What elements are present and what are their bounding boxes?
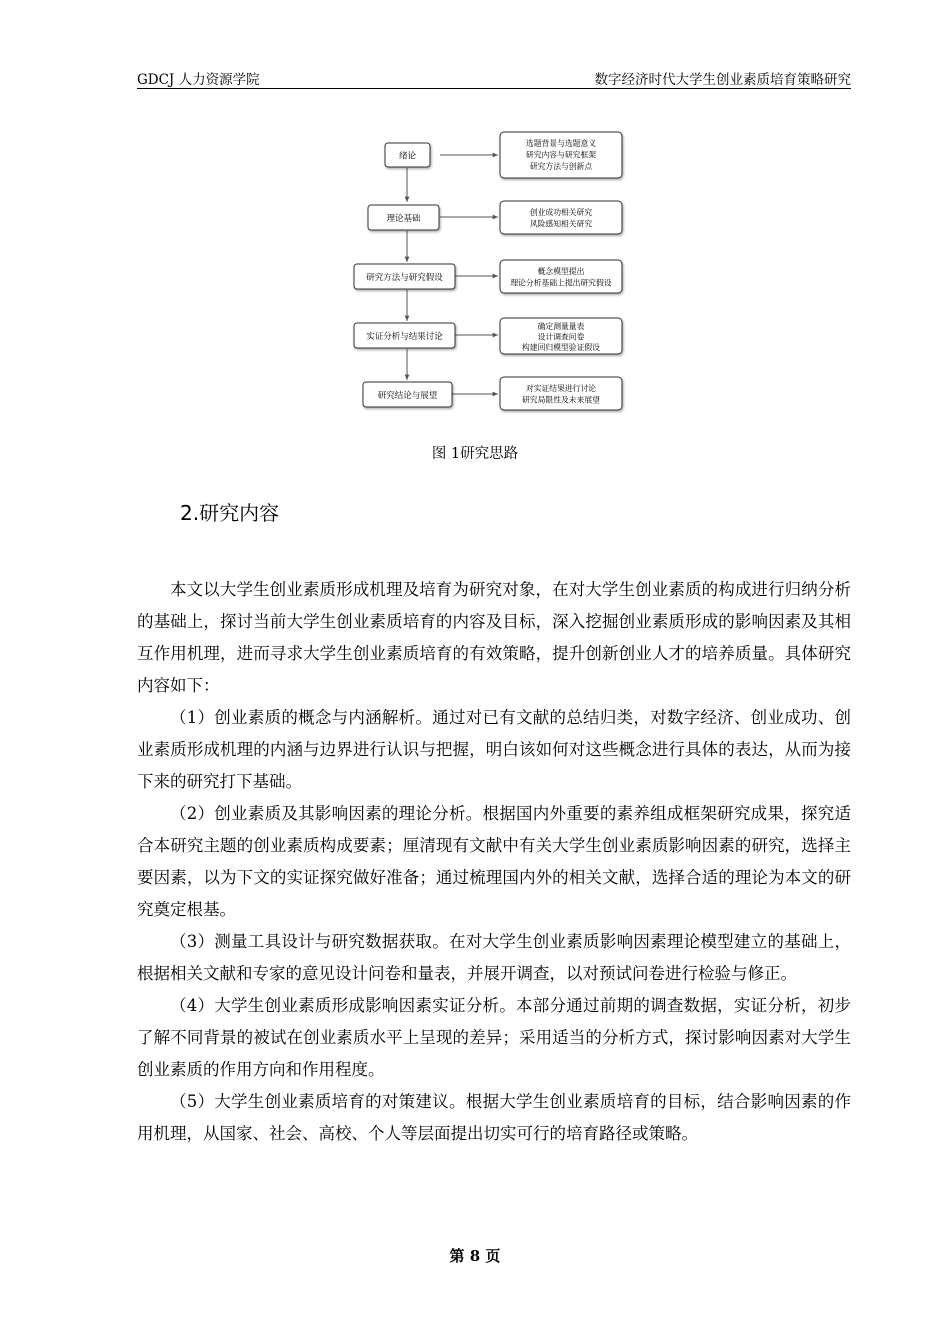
page-header — [137, 66, 851, 89]
research-flowchart — [340, 128, 640, 418]
paragraph: （4）大学生创业素质形成影响因素实证分析。本部分通过前期的调查数据，实证分析，初步了解不同背景的被试在创业素质水平上呈现的差异；采用适当的分析方式，探讨影响因素对大学生创业素质的作用方向和作用程度。 — [137, 996, 851, 1079]
flow-step-label: 理论基础 — [386, 214, 421, 224]
header-left: GDCJ 人力资源学院 — [137, 72, 260, 88]
flow-step-analysis — [354, 323, 455, 348]
flow-detail-line: 研究内容与研究框架 — [525, 150, 597, 160]
flow-step-label: 研究方法与研究假设 — [366, 273, 443, 283]
section-title: 2.研究内容 — [180, 501, 280, 525]
paragraph: （3）测量工具设计与研究数据获取。在对大学生创业素质影响因素理论模型建立的基础上，根据相关文献和专家的意见设计问卷和量表，并展开调查，以对预试问卷进行检验与修正。 — [137, 932, 851, 983]
paragraph: 本文以大学生创业素质形成机理及培育为研究对象，在对大学生创业素质的构成进行归纳分析的基础上，探讨当前大学生创业素质培育的内容及目标，深入挖掘创业素质形成的影响因素及其相互作用机理，进而寻求大学生创业素质培育的有效策略，提升创新创业人才的培养质量。具体研究内容如下： — [137, 580, 851, 695]
flow-step-label: 绪论 — [398, 151, 417, 162]
flow-detail-intro — [500, 132, 622, 178]
flow-step-method — [354, 264, 455, 289]
body-text — [137, 574, 851, 1150]
flow-detail-line: 创业成功相关研究 — [529, 208, 593, 217]
header-right: 数字经济时代大学生创业素质培育策略研究 — [594, 72, 851, 88]
flow-detail-line: 研究局限性及未来展望 — [522, 395, 600, 405]
paragraph: （1）创业素质的概念与内涵解析。通过对已有文献的总结归类，对数字经济、创业成功、创业素质形成机理的内涵与边界进行认识与把握，明白该如何对这些概念进行具体的表达，从而为接下来的研究打下基础。 — [137, 708, 851, 791]
figure-caption: 图 1研究思路 — [431, 446, 519, 462]
flow-step-theory — [368, 205, 439, 230]
flow-detail-line: 理论分析基础上提出研究假设 — [510, 278, 612, 288]
flow-detail-line: 设计调查问卷 — [537, 332, 585, 342]
page-number: 第 8 页 — [449, 1247, 501, 1265]
flow-detail-line: 构建回归模型验证假设 — [522, 343, 600, 352]
flow-detail-line: 风险感知相关研究 — [529, 219, 593, 229]
flow-detail-analysis — [500, 318, 622, 354]
flow-detail-line: 对实证结果进行讨论 — [525, 384, 597, 393]
flow-detail-method — [500, 260, 622, 293]
flow-detail-line: 概念模型提出 — [537, 267, 585, 276]
flow-detail-conclusion — [500, 377, 622, 410]
flow-step-intro — [385, 143, 430, 167]
flow-detail-theory — [500, 201, 622, 234]
paragraph: （2）创业素质及其影响因素的理论分析。根据国内外重要的素养组成框架研究成果，探究适合本研究主题的创业素质构成要素；厘清现有文献中有关大学生创业素质影响因素的研究，选择主要因素，以为下文的实证探究做好准备；通过梳理国内外的相关文献，选择合适的理论为本文的研究奠定根基。 — [137, 804, 851, 919]
flow-detail-line: 选题背景与选题意义 — [525, 139, 597, 148]
flow-detail-line: 研究方法与创新点 — [529, 162, 593, 171]
flow-detail-line: 确定测量量表 — [537, 322, 585, 331]
flow-step-label: 实证分析与结果讨论 — [366, 332, 443, 342]
paragraph: （5）大学生创业素质培育的对策建议。根据大学生创业素质培育的目标，结合影响因素的作用机理，从国家、社会、高校、个人等层面提出切实可行的培育路径或策略。 — [137, 1092, 851, 1143]
flow-step-conclusion — [363, 382, 452, 407]
flow-step-label: 研究结论与展望 — [377, 391, 438, 401]
